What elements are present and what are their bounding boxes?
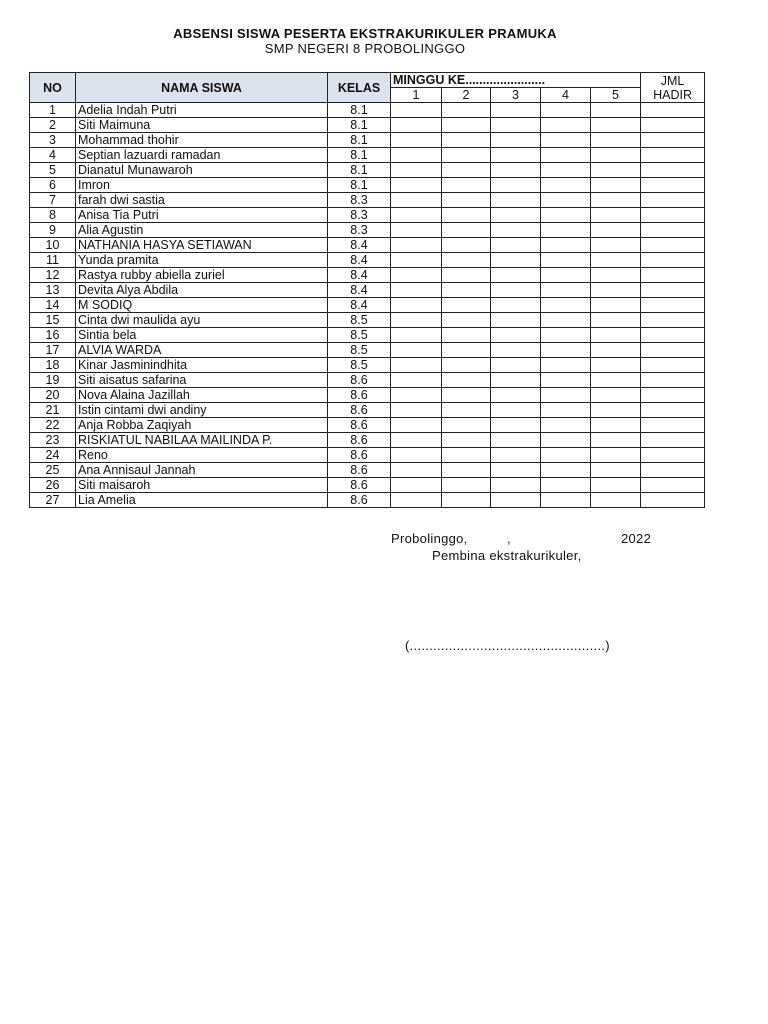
cell-no: 4	[30, 148, 76, 163]
cell-jml-hadir	[641, 298, 705, 313]
table-row	[30, 478, 705, 493]
cell-jml-hadir	[641, 253, 705, 268]
cell-week-2	[442, 178, 491, 193]
cell-week-2	[442, 403, 491, 418]
cell-week-2	[442, 223, 491, 238]
cell-week-3	[491, 418, 541, 433]
cell-jml-hadir	[641, 493, 705, 508]
table-row	[30, 418, 705, 433]
cell-week-1	[391, 103, 442, 118]
cell-week-3	[491, 463, 541, 478]
cell-kelas: 8.6	[328, 418, 391, 433]
cell-jml-hadir	[641, 343, 705, 358]
cell-week-2	[442, 283, 491, 298]
cell-nama-siswa: Siti aisatus safarina	[76, 373, 328, 388]
cell-week-4	[541, 163, 591, 178]
cell-week-1	[391, 448, 442, 463]
cell-week-3	[491, 343, 541, 358]
cell-nama-siswa: Imron	[76, 178, 328, 193]
cell-no: 7	[30, 193, 76, 208]
cell-week-2	[442, 253, 491, 268]
table-row	[30, 463, 705, 478]
cell-kelas: 8.1	[328, 148, 391, 163]
cell-week-3	[491, 433, 541, 448]
cell-nama-siswa: Sintia bela	[76, 328, 328, 343]
table-row	[30, 433, 705, 448]
cell-week-2	[442, 478, 491, 493]
cell-week-4	[541, 448, 591, 463]
cell-jml-hadir	[641, 373, 705, 388]
cell-kelas: 8.3	[328, 208, 391, 223]
cell-week-5	[591, 493, 641, 508]
table-row	[30, 343, 705, 358]
cell-kelas: 8.4	[328, 253, 391, 268]
cell-week-1	[391, 193, 442, 208]
cell-week-5	[591, 133, 641, 148]
cell-nama-siswa: Anisa Tia Putri	[76, 208, 328, 223]
cell-nama-siswa: Ana Annisaul Jannah	[76, 463, 328, 478]
cell-jml-hadir	[641, 313, 705, 328]
table-row	[30, 313, 705, 328]
table-row	[30, 223, 705, 238]
cell-week-4	[541, 403, 591, 418]
cell-kelas: 8.3	[328, 193, 391, 208]
cell-week-3	[491, 268, 541, 283]
header-week-5: 5	[591, 88, 641, 103]
cell-no: 22	[30, 418, 76, 433]
cell-no: 13	[30, 283, 76, 298]
cell-no: 19	[30, 373, 76, 388]
cell-nama-siswa: Mohammad thohir	[76, 133, 328, 148]
cell-week-2	[442, 148, 491, 163]
cell-jml-hadir	[641, 118, 705, 133]
cell-week-5	[591, 178, 641, 193]
header-jml-hadir	[641, 73, 705, 103]
cell-week-2	[442, 493, 491, 508]
cell-kelas: 8.6	[328, 388, 391, 403]
cell-jml-hadir	[641, 223, 705, 238]
header-nama-siswa: NAMA SISWA	[76, 73, 328, 103]
cell-no: 1	[30, 103, 76, 118]
cell-no: 6	[30, 178, 76, 193]
cell-week-3	[491, 373, 541, 388]
cell-nama-siswa: Alia Agustin	[76, 223, 328, 238]
table-row	[30, 163, 705, 178]
cell-jml-hadir	[641, 418, 705, 433]
cell-no: 9	[30, 223, 76, 238]
signature-place: Probolinggo,	[391, 531, 468, 546]
cell-week-1	[391, 478, 442, 493]
cell-week-4	[541, 298, 591, 313]
cell-jml-hadir	[641, 478, 705, 493]
cell-week-1	[391, 463, 442, 478]
cell-week-3	[491, 253, 541, 268]
cell-week-3	[491, 238, 541, 253]
cell-nama-siswa: Yunda pramita	[76, 253, 328, 268]
cell-week-3	[491, 493, 541, 508]
cell-no: 10	[30, 238, 76, 253]
cell-nama-siswa: Lia Amelia	[76, 493, 328, 508]
cell-week-4	[541, 328, 591, 343]
cell-week-2	[442, 193, 491, 208]
cell-week-5	[591, 298, 641, 313]
cell-week-4	[541, 478, 591, 493]
cell-week-2	[442, 208, 491, 223]
table-row	[30, 388, 705, 403]
table-row	[30, 193, 705, 208]
cell-week-1	[391, 178, 442, 193]
cell-week-2	[442, 418, 491, 433]
cell-week-5	[591, 478, 641, 493]
cell-jml-hadir	[641, 193, 705, 208]
cell-kelas: 8.5	[328, 328, 391, 343]
cell-week-3	[491, 403, 541, 418]
cell-week-3	[491, 328, 541, 343]
cell-week-1	[391, 403, 442, 418]
cell-week-2	[442, 448, 491, 463]
table-row	[30, 253, 705, 268]
cell-week-5	[591, 448, 641, 463]
table-row	[30, 298, 705, 313]
cell-week-2	[442, 163, 491, 178]
cell-kelas: 8.6	[328, 403, 391, 418]
cell-week-3	[491, 163, 541, 178]
cell-nama-siswa: Rastya rubby abiella zuriel	[76, 268, 328, 283]
cell-week-3	[491, 478, 541, 493]
cell-week-5	[591, 163, 641, 178]
cell-kelas: 8.4	[328, 283, 391, 298]
cell-week-4	[541, 238, 591, 253]
cell-no: 11	[30, 253, 76, 268]
document-title: ABSENSI SISWA PESERTA EKSTRAKURIKULER PRAMUKA	[173, 26, 557, 41]
cell-jml-hadir	[641, 433, 705, 448]
table-row	[30, 208, 705, 223]
cell-jml-hadir	[641, 163, 705, 178]
cell-week-5	[591, 373, 641, 388]
cell-nama-siswa: Kinar Jasminindhita	[76, 358, 328, 373]
cell-week-1	[391, 493, 442, 508]
cell-kelas: 8.4	[328, 238, 391, 253]
cell-week-1	[391, 148, 442, 163]
school-name: SMP NEGERI 8 PROBOLINGGO	[264, 41, 466, 56]
cell-week-4	[541, 208, 591, 223]
cell-week-4	[541, 433, 591, 448]
cell-week-1	[391, 283, 442, 298]
table-row	[30, 268, 705, 283]
cell-jml-hadir	[641, 328, 705, 343]
cell-week-4	[541, 103, 591, 118]
cell-week-5	[591, 388, 641, 403]
cell-week-5	[591, 118, 641, 133]
cell-week-4	[541, 373, 591, 388]
cell-week-2	[442, 298, 491, 313]
cell-nama-siswa: Dianatul Munawaroh	[76, 163, 328, 178]
table-row	[30, 148, 705, 163]
cell-kelas: 8.6	[328, 373, 391, 388]
cell-jml-hadir	[641, 103, 705, 118]
cell-week-4	[541, 418, 591, 433]
cell-week-5	[591, 463, 641, 478]
header-week-3: 3	[491, 88, 541, 103]
table-row	[30, 373, 705, 388]
table-row	[30, 403, 705, 418]
cell-kelas: 8.1	[328, 133, 391, 148]
cell-kelas: 8.6	[328, 433, 391, 448]
cell-kelas: 8.6	[328, 463, 391, 478]
attendance-table	[29, 72, 705, 508]
cell-week-4	[541, 463, 591, 478]
cell-no: 24	[30, 448, 76, 463]
cell-kelas: 8.5	[328, 343, 391, 358]
cell-week-2	[442, 358, 491, 373]
cell-week-2	[442, 238, 491, 253]
cell-no: 5	[30, 163, 76, 178]
cell-jml-hadir	[641, 133, 705, 148]
cell-week-3	[491, 358, 541, 373]
cell-week-3	[491, 283, 541, 298]
cell-week-4	[541, 388, 591, 403]
signature-line: (..................................................)	[405, 638, 610, 653]
cell-nama-siswa: Adelia Indah Putri	[76, 103, 328, 118]
cell-week-3	[491, 448, 541, 463]
cell-week-1	[391, 328, 442, 343]
cell-week-4	[541, 223, 591, 238]
cell-week-1	[391, 238, 442, 253]
cell-week-4	[541, 343, 591, 358]
cell-nama-siswa: M SODIQ	[76, 298, 328, 313]
cell-week-1	[391, 388, 442, 403]
header-no: NO	[30, 73, 76, 103]
table-row	[30, 133, 705, 148]
header-minggu-ke: MINGGU KE.......................	[391, 73, 641, 88]
table-row	[30, 358, 705, 373]
table-row	[30, 328, 705, 343]
cell-nama-siswa: NATHANIA HASYA SETIAWAN	[76, 238, 328, 253]
cell-kelas: 8.3	[328, 223, 391, 238]
cell-week-1	[391, 133, 442, 148]
cell-week-3	[491, 313, 541, 328]
cell-no: 3	[30, 133, 76, 148]
cell-jml-hadir	[641, 208, 705, 223]
cell-no: 26	[30, 478, 76, 493]
cell-week-4	[541, 193, 591, 208]
cell-week-5	[591, 283, 641, 298]
cell-no: 20	[30, 388, 76, 403]
cell-week-5	[591, 103, 641, 118]
cell-week-2	[442, 103, 491, 118]
cell-nama-siswa: Siti maisaroh	[76, 478, 328, 493]
cell-week-1	[391, 223, 442, 238]
cell-week-1	[391, 268, 442, 283]
cell-week-4	[541, 118, 591, 133]
cell-no: 15	[30, 313, 76, 328]
cell-kelas: 8.6	[328, 478, 391, 493]
cell-week-5	[591, 238, 641, 253]
cell-week-2	[442, 373, 491, 388]
cell-week-3	[491, 193, 541, 208]
table-row	[30, 448, 705, 463]
cell-kelas: 8.1	[328, 163, 391, 178]
cell-week-5	[591, 403, 641, 418]
cell-jml-hadir	[641, 148, 705, 163]
cell-nama-siswa: Istin cintami dwi andiny	[76, 403, 328, 418]
header-kelas: KELAS	[328, 73, 391, 103]
cell-no: 2	[30, 118, 76, 133]
header-week-1: 1	[391, 88, 442, 103]
cell-kelas: 8.1	[328, 118, 391, 133]
cell-week-2	[442, 313, 491, 328]
cell-week-3	[491, 103, 541, 118]
cell-kelas: 8.6	[328, 448, 391, 463]
cell-kelas: 8.6	[328, 493, 391, 508]
cell-jml-hadir	[641, 283, 705, 298]
cell-week-1	[391, 358, 442, 373]
cell-week-5	[591, 208, 641, 223]
cell-week-1	[391, 253, 442, 268]
cell-no: 8	[30, 208, 76, 223]
cell-week-2	[442, 388, 491, 403]
cell-week-1	[391, 208, 442, 223]
signature-role: Pembina ekstrakurikuler,	[432, 548, 582, 563]
cell-nama-siswa: Cinta dwi maulida ayu	[76, 313, 328, 328]
header-jml-line2: HADIR	[653, 87, 692, 102]
cell-kelas: 8.5	[328, 358, 391, 373]
cell-week-4	[541, 313, 591, 328]
cell-week-5	[591, 223, 641, 238]
cell-week-1	[391, 343, 442, 358]
cell-jml-hadir	[641, 358, 705, 373]
cell-week-3	[491, 133, 541, 148]
cell-week-3	[491, 148, 541, 163]
cell-week-5	[591, 268, 641, 283]
cell-no: 17	[30, 343, 76, 358]
cell-week-2	[442, 433, 491, 448]
cell-jml-hadir	[641, 268, 705, 283]
cell-no: 12	[30, 268, 76, 283]
cell-jml-hadir	[641, 178, 705, 193]
cell-week-3	[491, 388, 541, 403]
header-week-4: 4	[541, 88, 591, 103]
header-week-2: 2	[442, 88, 491, 103]
cell-week-4	[541, 268, 591, 283]
cell-nama-siswa: RISKIATUL NABILAA MAILINDA P.	[76, 433, 328, 448]
cell-week-2	[442, 118, 491, 133]
cell-week-4	[541, 493, 591, 508]
cell-no: 14	[30, 298, 76, 313]
cell-week-5	[591, 193, 641, 208]
table-row	[30, 493, 705, 508]
cell-week-4	[541, 253, 591, 268]
signature-year: 2022	[621, 531, 652, 546]
cell-no: 23	[30, 433, 76, 448]
cell-nama-siswa: farah dwi sastia	[76, 193, 328, 208]
table-row	[30, 238, 705, 253]
cell-week-4	[541, 358, 591, 373]
cell-jml-hadir	[641, 403, 705, 418]
cell-nama-siswa: Devita Alya Abdila	[76, 283, 328, 298]
cell-week-5	[591, 343, 641, 358]
cell-jml-hadir	[641, 388, 705, 403]
cell-no: 16	[30, 328, 76, 343]
cell-week-3	[491, 208, 541, 223]
cell-week-4	[541, 178, 591, 193]
cell-week-4	[541, 148, 591, 163]
cell-jml-hadir	[641, 238, 705, 253]
cell-week-1	[391, 313, 442, 328]
signature-date-comma: ,	[507, 531, 511, 546]
cell-nama-siswa: Nova Alaina Jazillah	[76, 388, 328, 403]
cell-kelas: 8.1	[328, 103, 391, 118]
table-row	[30, 103, 705, 118]
cell-nama-siswa: Reno	[76, 448, 328, 463]
cell-kelas: 8.1	[328, 178, 391, 193]
cell-week-2	[442, 328, 491, 343]
cell-nama-siswa: Anja Robba Zaqiyah	[76, 418, 328, 433]
cell-week-5	[591, 148, 641, 163]
cell-week-1	[391, 433, 442, 448]
table-row	[30, 283, 705, 298]
cell-week-1	[391, 298, 442, 313]
cell-week-3	[491, 298, 541, 313]
cell-week-3	[491, 118, 541, 133]
cell-week-2	[442, 343, 491, 358]
header-jml-line1: JML	[660, 73, 685, 88]
cell-week-2	[442, 268, 491, 283]
cell-week-1	[391, 118, 442, 133]
cell-no: 27	[30, 493, 76, 508]
cell-week-4	[541, 283, 591, 298]
cell-jml-hadir	[641, 463, 705, 478]
cell-nama-siswa: ALVIA WARDA	[76, 343, 328, 358]
cell-week-1	[391, 418, 442, 433]
cell-no: 18	[30, 358, 76, 373]
cell-kelas: 8.4	[328, 298, 391, 313]
cell-kelas: 8.4	[328, 268, 391, 283]
cell-week-1	[391, 163, 442, 178]
cell-week-5	[591, 253, 641, 268]
cell-week-4	[541, 133, 591, 148]
cell-no: 21	[30, 403, 76, 418]
cell-week-3	[491, 223, 541, 238]
cell-kelas: 8.5	[328, 313, 391, 328]
cell-nama-siswa: Septian lazuardi ramadan	[76, 148, 328, 163]
table-row	[30, 118, 705, 133]
cell-week-2	[442, 463, 491, 478]
cell-no: 25	[30, 463, 76, 478]
cell-nama-siswa: Siti Maimuna	[76, 118, 328, 133]
cell-week-5	[591, 418, 641, 433]
cell-week-5	[591, 358, 641, 373]
cell-jml-hadir	[641, 448, 705, 463]
cell-week-3	[491, 178, 541, 193]
cell-week-5	[591, 313, 641, 328]
cell-week-1	[391, 373, 442, 388]
cell-week-5	[591, 433, 641, 448]
cell-week-2	[442, 133, 491, 148]
table-row	[30, 178, 705, 193]
cell-week-5	[591, 328, 641, 343]
